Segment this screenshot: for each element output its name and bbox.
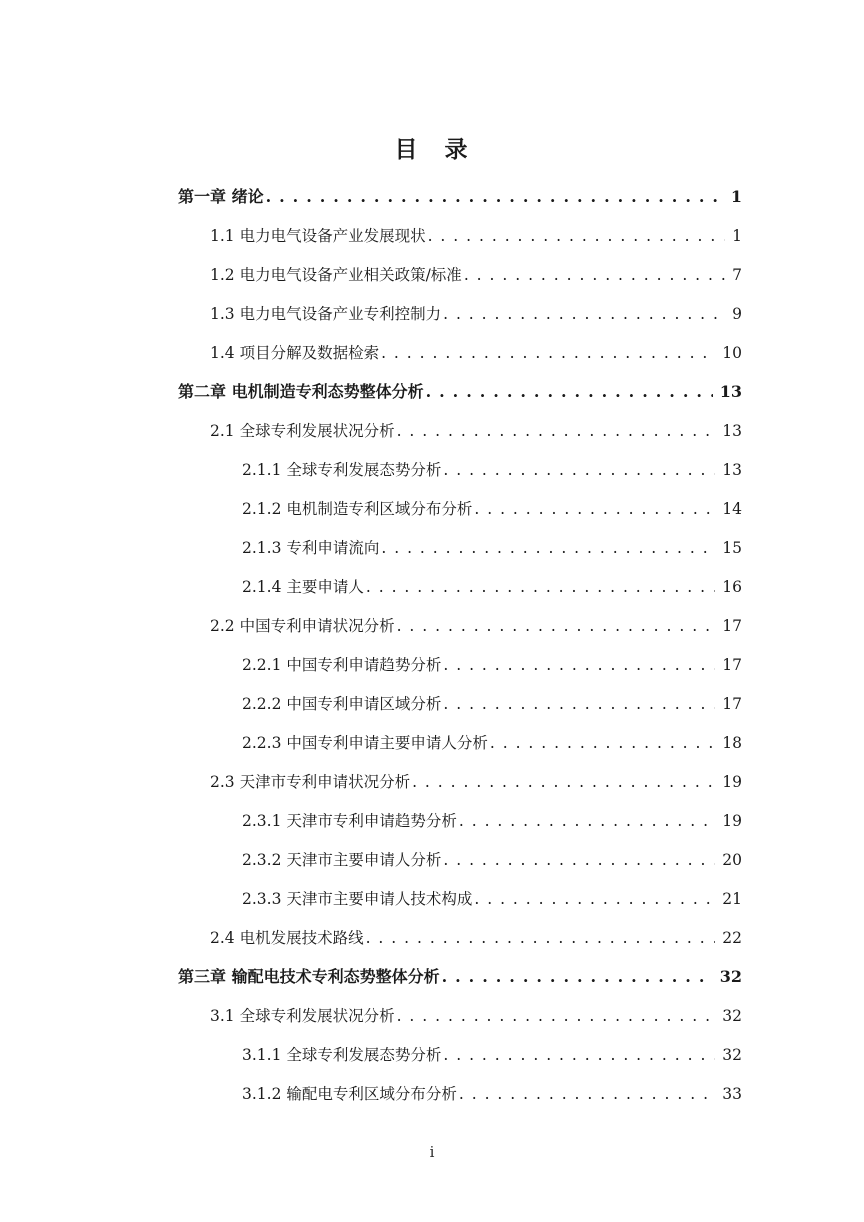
toc-leader-dots	[459, 811, 715, 831]
toc-entry	[178, 684, 742, 723]
toc-entry	[178, 606, 742, 645]
toc-entry-page: 21	[722, 889, 742, 908]
toc-entry-page: 13	[722, 421, 742, 440]
toc-entry-page: 1	[730, 186, 742, 206]
toc-entry-label: 2.2.3 中国专利申请主要申请人分析	[242, 733, 488, 752]
toc-list	[178, 177, 742, 1113]
toc-entry	[178, 450, 742, 489]
toc-entry	[178, 255, 742, 294]
toc-leader-dots	[443, 850, 715, 870]
toc-entry-label: 第一章 绪论	[178, 186, 264, 206]
toc-entry-label: 第三章 输配电技术专利态势整体分析	[178, 966, 440, 986]
toc-entry-page: 19	[722, 772, 742, 791]
toc-entry-label: 2.2.2 中国专利申请区域分析	[242, 694, 442, 713]
toc-entry	[178, 1074, 742, 1113]
toc-entry-page: 20	[722, 850, 742, 869]
toc-leader-dots	[442, 967, 713, 987]
toc-entry-label: 1.3 电力电气设备产业专利控制力	[210, 304, 442, 323]
toc-entry-page: 18	[722, 733, 742, 752]
toc-entry-label: 2.1.4 主要申请人	[242, 577, 364, 596]
toc-entry-label: 2.4 电机发展技术路线	[210, 928, 364, 947]
toc-entry-label: 2.3 天津市专利申请状况分析	[210, 772, 411, 791]
toc-entry	[178, 879, 742, 918]
toc-leader-dots	[397, 616, 716, 636]
toc-leader-dots	[366, 928, 716, 948]
toc-entry-label: 2.3.1 天津市专利申请趋势分析	[242, 811, 457, 830]
toc-entry	[178, 333, 742, 372]
toc-leader-dots	[397, 421, 716, 441]
toc-leader-dots	[443, 1045, 715, 1065]
toc-entry	[178, 489, 742, 528]
toc-leader-dots	[459, 1084, 715, 1104]
toc-entry-label: 2.3.3 天津市主要申请人技术构成	[242, 889, 473, 908]
toc-entry-label: 2.1.3 专利申请流向	[242, 538, 380, 557]
toc-entry-label: 1.1 电力电气设备产业发展现状	[210, 226, 426, 245]
toc-entry	[178, 177, 742, 216]
toc-entry	[178, 216, 742, 255]
toc-entry-label: 2.1.1 全球专利发展态势分析	[242, 460, 442, 479]
toc-entry	[178, 957, 742, 996]
toc-entry-label: 3.1.1 全球专利发展态势分析	[242, 1045, 442, 1064]
toc-leader-dots	[381, 343, 715, 363]
page-title: 目 录	[394, 136, 470, 163]
toc-entry	[178, 840, 742, 879]
toc-entry	[178, 801, 742, 840]
toc-entry	[178, 372, 742, 411]
toc-entry	[178, 762, 742, 801]
toc-entry	[178, 1035, 742, 1074]
toc-entry-page: 17	[722, 655, 742, 674]
toc-entry-page: 17	[722, 694, 742, 713]
toc-entry-label: 2.3.2 天津市主要申请人分析	[242, 850, 442, 869]
toc-entry	[178, 567, 742, 606]
toc-entry-label: 2.2.1 中国专利申请趋势分析	[242, 655, 442, 674]
toc-entry-page: 13	[722, 460, 742, 479]
toc-leader-dots	[266, 187, 724, 207]
toc-leader-dots	[381, 538, 715, 558]
toc-entry-page: 22	[722, 928, 742, 947]
toc-entry-page: 32	[722, 1006, 742, 1025]
toc-entry-label: 第二章 电机制造专利态势整体分析	[178, 381, 424, 401]
toc-entry-page: 13	[719, 381, 742, 401]
footer-page-number: i	[429, 1143, 435, 1161]
toc-entry-label: 2.1 全球专利发展状况分析	[210, 421, 395, 440]
toc-leader-dots	[443, 694, 715, 714]
toc-entry-label: 3.1 全球专利发展状况分析	[210, 1006, 395, 1025]
toc-entry	[178, 723, 742, 762]
toc-leader-dots	[474, 889, 715, 909]
toc-entry	[178, 645, 742, 684]
toc-entry	[178, 411, 742, 450]
toc-entry-label: 2.2 中国专利申请状况分析	[210, 616, 395, 635]
toc-entry-page: 15	[722, 538, 742, 557]
toc-entry-label: 1.2 电力电气设备产业相关政策/标准	[210, 265, 462, 284]
toc-entry-page: 32	[719, 966, 742, 986]
toc-entry	[178, 294, 742, 333]
toc-entry-label: 1.4 项目分解及数据检索	[210, 343, 380, 362]
toc-leader-dots	[443, 655, 715, 675]
toc-entry-page: 7	[732, 265, 742, 284]
toc-leader-dots	[443, 460, 715, 480]
toc-entry-page: 14	[722, 499, 742, 518]
toc-leader-dots	[443, 304, 725, 324]
toc-entry	[178, 528, 742, 567]
toc-leader-dots	[366, 577, 715, 597]
toc-entry-page: 16	[722, 577, 742, 596]
toc-leader-dots	[426, 382, 713, 402]
toc-leader-dots	[428, 226, 726, 246]
toc-entry-page: 17	[722, 616, 742, 635]
toc-entry-page: 10	[722, 343, 742, 362]
toc-entry-page: 9	[732, 304, 742, 323]
toc-entry-page: 19	[722, 811, 742, 830]
toc-entry-label: 3.1.2 输配电专利区域分布分析	[242, 1084, 457, 1103]
toc-entry-page: 1	[732, 226, 742, 245]
toc-entry-page: 33	[722, 1084, 742, 1103]
toc-leader-dots	[490, 733, 715, 753]
toc-entry	[178, 918, 742, 957]
toc-entry-page: 32	[722, 1045, 742, 1064]
toc-leader-dots	[474, 499, 715, 519]
toc-entry	[178, 996, 742, 1035]
toc-leader-dots	[397, 1006, 716, 1026]
toc-leader-dots	[412, 772, 715, 792]
toc-leader-dots	[464, 265, 725, 285]
toc-entry-label: 2.1.2 电机制造专利区域分布分析	[242, 499, 473, 518]
